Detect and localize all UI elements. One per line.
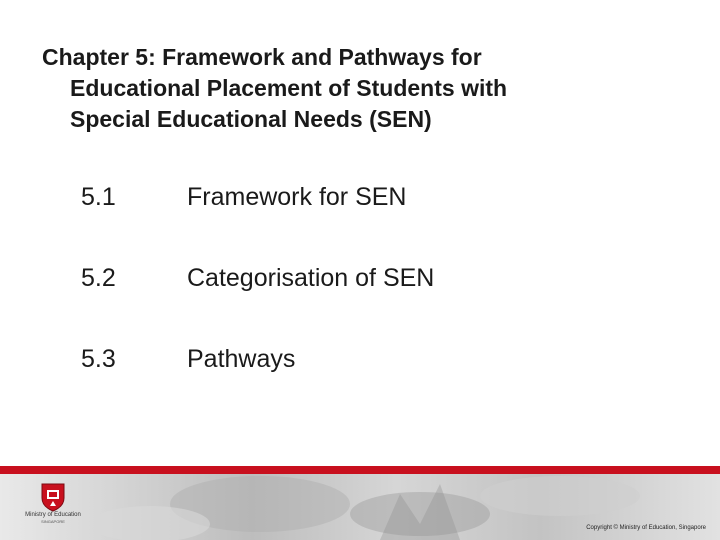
section-number: 5.2 bbox=[81, 264, 116, 292]
section-item bbox=[81, 345, 641, 426]
footer-accent-bar bbox=[0, 466, 720, 474]
section-number: 5.1 bbox=[81, 183, 116, 211]
section-item bbox=[81, 183, 641, 264]
section-number: 5.3 bbox=[81, 345, 116, 373]
title-line-1: Chapter 5: Framework and Pathways for bbox=[42, 44, 482, 70]
section-label: Pathways bbox=[187, 345, 296, 373]
title-line-2: Educational Placement of Students with bbox=[70, 75, 508, 101]
title-line-3: Special Educational Needs (SEN) bbox=[70, 106, 432, 132]
logo-subtitle: SINGAPORE bbox=[41, 519, 65, 524]
section-list bbox=[81, 183, 641, 426]
moe-logo bbox=[24, 482, 82, 538]
moe-crest-icon bbox=[40, 482, 66, 512]
slide-title bbox=[42, 42, 682, 135]
logo-name: Ministry of Education bbox=[25, 512, 81, 518]
section-label: Categorisation of SEN bbox=[187, 264, 435, 292]
section-label: Framework for SEN bbox=[187, 183, 407, 211]
copyright-notice: Copyright © Ministry of Education, Singapore bbox=[586, 525, 706, 531]
footer bbox=[0, 474, 720, 540]
section-item bbox=[81, 264, 641, 345]
